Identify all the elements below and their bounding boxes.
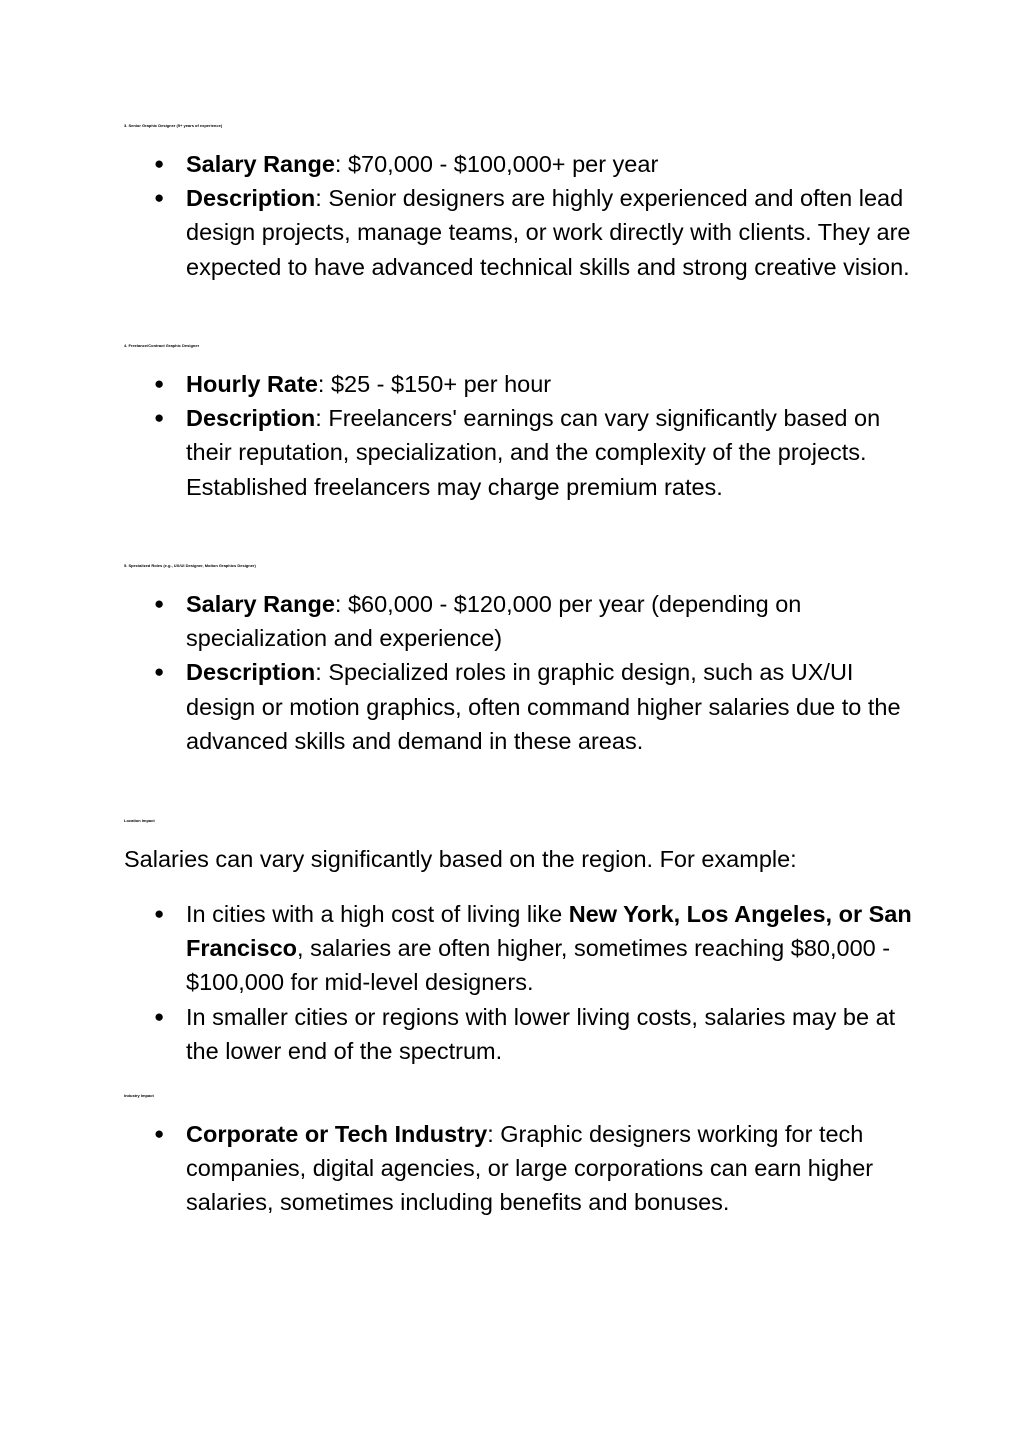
item-label: Description [186, 185, 316, 212]
item-text: : Senior designers are highly experienced and often lead design projects, manage teams, or work directly with clients. They are expected to have advanced technical skills and strong creative vision. [186, 185, 911, 280]
bullet-icon: ● [154, 408, 165, 428]
item-label: Salary Range [186, 591, 335, 617]
bullet-icon: ● [154, 154, 165, 173]
item-label: Hourly Rate [186, 371, 318, 397]
list-item [124, 897, 914, 1000]
list-item [124, 1117, 914, 1220]
list-item [124, 147, 914, 181]
item-text: , salaries are often higher, sometimes reaching $80,000 - $100,000 for mid-level designers. [186, 935, 891, 996]
bullet-icon: ● [154, 1006, 165, 1026]
item-text: : $70,000 - $100,000+ per year [334, 151, 659, 177]
location-list [124, 897, 914, 1068]
list-item [124, 367, 914, 401]
item-text: In cities with a high cost of living like [186, 901, 569, 927]
section-heading-senior: 3. Senior Graphic Designer (5+ years of experience) [124, 123, 223, 128]
list-item [124, 655, 914, 758]
freelance-list [124, 367, 914, 504]
item-text: : Graphic designers working for tech companies, digital agencies, or large corporations can earn higher salaries, sometimes including benefits and bonuses. [186, 1121, 874, 1216]
city-names: New York, Los Angeles, or San Francisco [186, 901, 912, 962]
item-label: Salary Range [186, 151, 335, 177]
item-text: In smaller cities or regions with lower living costs, salaries may be at the lower end of the spectrum. [186, 1003, 896, 1064]
bullet-icon: ● [154, 1124, 165, 1143]
list-item [124, 181, 914, 284]
item-label: Description [186, 659, 316, 686]
item-text: : Freelancers' earnings can vary significantly based on their reputation, specialization, and the complexity of the projects. Established freelancers may charge premium rates. [186, 405, 881, 500]
item-label: Description [186, 405, 316, 432]
list-item [124, 1000, 914, 1068]
bullet-icon: ● [154, 594, 165, 613]
industry-list [124, 1117, 914, 1220]
specialized-list [124, 587, 914, 758]
section-heading-specialized: 5. Specialized Roles (e.g., UX/UI Designer, Motion Graphics Designer) [124, 563, 256, 568]
bullet-icon: ● [154, 904, 165, 923]
item-text: : $25 - $150+ per hour [317, 371, 552, 397]
item-text: : Specialized roles in graphic design, such as UX/UI design or motion graphics, often command higher salaries due to the advanced skills and demand in these areas. [186, 659, 901, 754]
list-item [124, 401, 914, 504]
item-text: : $60,000 - $120,000 per year (depending on specialization and experience) [186, 591, 802, 652]
senior-list [124, 147, 914, 284]
item-label: Corporate or Tech Industry [186, 1121, 488, 1147]
location-intro: Salaries can vary significantly based on the region. For example: [124, 846, 797, 872]
section-heading-industry: Industry Impact [124, 1093, 154, 1098]
list-item [124, 587, 914, 655]
bullet-icon: ● [154, 662, 165, 682]
bullet-icon: ● [154, 188, 165, 208]
section-heading-freelance: 4. Freelance/Contract Graphic Designer [124, 343, 200, 348]
section-heading-location: Location Impact [124, 818, 155, 823]
bullet-icon: ● [154, 374, 165, 393]
